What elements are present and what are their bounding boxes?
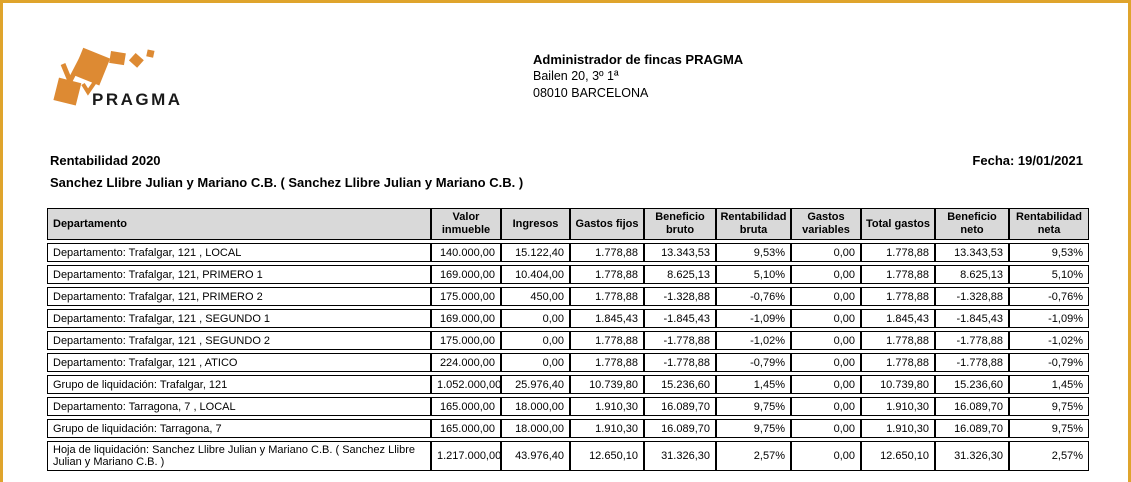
value-cell: 15.122,40 [501, 243, 570, 262]
value-cell: 8.625,13 [644, 265, 716, 284]
value-cell: 25.976,40 [501, 375, 570, 394]
value-cell: 1.778,88 [570, 331, 644, 350]
value-cell: 0,00 [791, 441, 861, 471]
value-cell: 1.778,88 [861, 265, 935, 284]
value-cell: 15.236,60 [644, 375, 716, 394]
value-cell: 16.089,70 [644, 419, 716, 438]
value-cell: 5,10% [1009, 265, 1089, 284]
value-cell: -1.778,88 [935, 331, 1009, 350]
column-header: Valor inmueble [431, 208, 501, 240]
department-cell: Departamento: Trafalgar, 121, PRIMERO 2 [47, 287, 431, 306]
department-cell: Departamento: Trafalgar, 121, PRIMERO 1 [47, 265, 431, 284]
value-cell: 224.000,00 [431, 353, 501, 372]
value-cell: 8.625,13 [935, 265, 1009, 284]
value-cell: 9,75% [1009, 397, 1089, 416]
column-header: Beneficio neto [935, 208, 1009, 240]
value-cell: 0,00 [791, 287, 861, 306]
value-cell: -1,02% [716, 331, 791, 350]
table-header [47, 208, 1089, 240]
report-title: Rentabilidad 2020 [50, 153, 161, 168]
value-cell: 165.000,00 [431, 419, 501, 438]
department-cell: Departamento: Trafalgar, 121 , SEGUNDO 2 [47, 331, 431, 350]
value-cell: -1.328,88 [644, 287, 716, 306]
company-address-line1: Bailen 20, 3º 1ª [533, 69, 619, 83]
report-subtitle: Sanchez Llibre Julian y Mariano C.B. ( Sanchez Llibre Julian y Mariano C.B. ) [50, 175, 524, 190]
value-cell: 31.326,30 [935, 441, 1009, 471]
value-cell: 1.052.000,00 [431, 375, 501, 394]
column-header: Rentabilidad neta [1009, 208, 1089, 240]
value-cell: 18.000,00 [501, 397, 570, 416]
report-date: Fecha: 19/01/2021 [972, 153, 1083, 168]
column-header: Ingresos [501, 208, 570, 240]
value-cell: 175.000,00 [431, 287, 501, 306]
value-cell: 0,00 [791, 243, 861, 262]
value-cell: 1,45% [1009, 375, 1089, 394]
value-cell: 1.845,43 [861, 309, 935, 328]
value-cell: 1.910,30 [570, 397, 644, 416]
company-name: Administrador de fincas PRAGMA [533, 52, 744, 67]
value-cell: 1.217.000,00 [431, 441, 501, 471]
value-cell: 2,57% [1009, 441, 1089, 471]
value-cell: 43.976,40 [501, 441, 570, 471]
table-row [47, 397, 1089, 416]
department-cell: Departamento: Trafalgar, 121 , SEGUNDO 1 [47, 309, 431, 328]
value-cell: 1.910,30 [570, 419, 644, 438]
table-row [47, 331, 1089, 350]
value-cell: 169.000,00 [431, 265, 501, 284]
table-row [47, 375, 1089, 394]
title-row [50, 153, 1083, 168]
value-cell: 5,10% [716, 265, 791, 284]
value-cell: 1.778,88 [570, 353, 644, 372]
column-header: Gastos variables [791, 208, 861, 240]
value-cell: 0,00 [501, 331, 570, 350]
value-cell: -1.845,43 [935, 309, 1009, 328]
value-cell: 1.910,30 [861, 419, 935, 438]
value-cell: 10.739,80 [570, 375, 644, 394]
value-cell: -1.845,43 [644, 309, 716, 328]
value-cell: 16.089,70 [935, 397, 1009, 416]
table-row [47, 441, 1089, 471]
value-cell: 1.778,88 [861, 243, 935, 262]
department-cell: Hoja de liquidación: Sanchez Llibre Julian y Mariano C.B. ( Sanchez Llibre Julian y Mariano C.B. ) [47, 441, 431, 471]
column-header: Beneficio bruto [644, 208, 716, 240]
value-cell: 9,75% [1009, 419, 1089, 438]
value-cell: 9,75% [716, 419, 791, 438]
value-cell: -1,02% [1009, 331, 1089, 350]
department-cell: Grupo de liquidación: Tarragona, 7 [47, 419, 431, 438]
column-header: Total gastos [861, 208, 935, 240]
value-cell: 1.778,88 [861, 287, 935, 306]
value-cell: 9,53% [1009, 243, 1089, 262]
value-cell: 0,00 [791, 309, 861, 328]
department-cell: Grupo de liquidación: Trafalgar, 121 [47, 375, 431, 394]
value-cell: 165.000,00 [431, 397, 501, 416]
department-cell: Departamento: Trafalgar, 121 , LOCAL [47, 243, 431, 262]
value-cell: 1,45% [716, 375, 791, 394]
value-cell: 1.778,88 [861, 353, 935, 372]
logo-wordmark: PRAGMA [92, 90, 183, 109]
value-cell: 10.404,00 [501, 265, 570, 284]
value-cell: 140.000,00 [431, 243, 501, 262]
table-row [47, 309, 1089, 328]
value-cell: 175.000,00 [431, 331, 501, 350]
value-cell: -1.328,88 [935, 287, 1009, 306]
value-cell: 1.778,88 [570, 243, 644, 262]
value-cell: 12.650,10 [861, 441, 935, 471]
company-block [533, 51, 743, 102]
value-cell: -1,09% [1009, 309, 1089, 328]
pragma-logo [51, 45, 231, 113]
table-row [47, 243, 1089, 262]
value-cell: 169.000,00 [431, 309, 501, 328]
value-cell: 1.778,88 [861, 331, 935, 350]
column-header: Departamento [47, 208, 431, 240]
value-cell: 18.000,00 [501, 419, 570, 438]
value-cell: 16.089,70 [644, 397, 716, 416]
value-cell: 1.910,30 [861, 397, 935, 416]
table-row [47, 419, 1089, 438]
value-cell: 9,53% [716, 243, 791, 262]
table-row [47, 265, 1089, 284]
value-cell: 0,00 [791, 353, 861, 372]
value-cell: 12.650,10 [570, 441, 644, 471]
value-cell: -1,09% [716, 309, 791, 328]
value-cell: 0,00 [791, 331, 861, 350]
value-cell: 450,00 [501, 287, 570, 306]
table-header-row [47, 208, 1089, 240]
value-cell: -0,76% [1009, 287, 1089, 306]
value-cell: 0,00 [791, 419, 861, 438]
value-cell: 0,00 [791, 265, 861, 284]
column-header: Gastos fijos [570, 208, 644, 240]
value-cell: -1.778,88 [935, 353, 1009, 372]
value-cell: -1.778,88 [644, 353, 716, 372]
rentabilidad-table [47, 205, 1089, 474]
value-cell: 0,00 [791, 397, 861, 416]
value-cell: 0,00 [501, 353, 570, 372]
value-cell: -0,79% [1009, 353, 1089, 372]
company-address-line2: 08010 BARCELONA [533, 86, 649, 100]
value-cell: 2,57% [716, 441, 791, 471]
department-cell: Departamento: Tarragona, 7 , LOCAL [47, 397, 431, 416]
value-cell: 15.236,60 [935, 375, 1009, 394]
table-row [47, 353, 1089, 372]
table-row [47, 287, 1089, 306]
value-cell: 0,00 [791, 375, 861, 394]
value-cell: 0,00 [501, 309, 570, 328]
value-cell: -1.778,88 [644, 331, 716, 350]
value-cell: -0,79% [716, 353, 791, 372]
table-body [47, 243, 1089, 471]
value-cell: 1.778,88 [570, 265, 644, 284]
value-cell: 16.089,70 [935, 419, 1009, 438]
department-cell: Departamento: Trafalgar, 121 , ATICO [47, 353, 431, 372]
pragma-logo-icon [51, 45, 231, 113]
value-cell: 1.845,43 [570, 309, 644, 328]
value-cell: 1.778,88 [570, 287, 644, 306]
column-header: Rentabilidad bruta [716, 208, 791, 240]
value-cell: -0,76% [716, 287, 791, 306]
value-cell: 10.739,80 [861, 375, 935, 394]
value-cell: 13.343,53 [644, 243, 716, 262]
value-cell: 9,75% [716, 397, 791, 416]
value-cell: 31.326,30 [644, 441, 716, 471]
value-cell: 13.343,53 [935, 243, 1009, 262]
